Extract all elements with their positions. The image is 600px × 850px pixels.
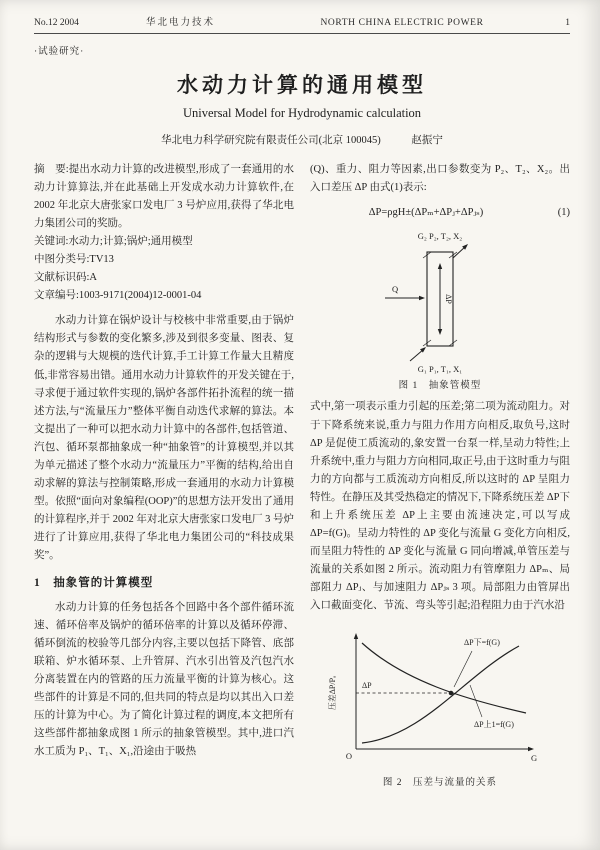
right-paragraph-1: (Q)、重力、阻力等因素,出口参数变为 P₂、T₂、X₂。出入口差压 ΔP 由式(1)表示: xyxy=(310,164,570,194)
affiliation: 华北电力科学研究院有限责任公司(北京 100045) xyxy=(161,135,381,146)
page-number: 1 xyxy=(565,18,570,28)
byline xyxy=(34,132,570,147)
journal-title-en: NORTH CHINA ELECTRIC POWER xyxy=(320,18,484,28)
equation-1 xyxy=(310,204,570,222)
column-mark: ·试验研究· xyxy=(34,47,85,57)
equation-formula: ΔP=ρgH±(ΔPₘ+ΔPⱼ+ΔPⱼₛ) xyxy=(368,207,484,219)
figure1-q-label: Q xyxy=(392,284,399,295)
figure2-caption: 图 2 压差与流量的关系 xyxy=(382,778,498,789)
y-axis-arrow-icon xyxy=(354,633,358,639)
intersection-point xyxy=(449,691,454,696)
dp-arrow-up-icon xyxy=(438,263,442,269)
curve-up-label: ΔP上1=f(G) xyxy=(474,720,514,730)
y-axis-label: 压差ΔP/Pₐ xyxy=(328,675,337,711)
figure1-bottom-label: G₁ P₁, T₁, X₁ xyxy=(417,364,463,375)
header-rule xyxy=(34,33,570,34)
right-paragraph-2: 式中,第一项表示重力引起的压差;第二项为流动阻力。对于下降系统来说,重力与阻力作用方向相反,取负号,这时 ΔP 是促使工质流动的,象安置一台泵一样,呈动力特性;上升系统中,重力与阻力方向相同,取正号,由于这时重力与阻力的方向都与工质流动方向相反,所以这时的 ΔP 呈阻力特性。在静压及其受热稳定的情况下,下降系统压差 ΔP下和上升系统压差 ΔP上主要由流速决定,可以写成 ΔP=f(G)。呈动力特性的 ΔP 变化与流量 G 变化方向相反,而呈阻力特性的 ΔP 变化与流量 G 同向增减,单管压差与流量的关系如图 2 所示。流动阻力有管摩阻力 ΔPₘ、局部阻力 ΔPⱼ、与加速阻力 ΔPⱼₛ 3 项。局部阻力由管屏出入口截面变化、节流、弯头等引起;沿程阻力由于汽水沿 xyxy=(310,401,570,611)
author-name: 赵振宁 xyxy=(411,135,443,146)
pressure-flow-chart xyxy=(324,621,556,773)
right-column xyxy=(310,161,570,795)
figure1 xyxy=(310,228,570,394)
figure1-dp-label: ΔP xyxy=(444,294,453,304)
journal-header xyxy=(34,14,570,28)
article-id: 文章编号:1003-9171(2004)12-0001-04 xyxy=(34,290,202,302)
section1-paragraph: 水动力计算的任务包括各个回路中各个部件循环流速、循环倍率及锅炉的循环倍率的计算以及循环停滞、循环倒流的校验等几部分内容,主要以包括下降管、底部联箱、炉水循环泵、上升管屏、汽水引出管及汽包汽水分离装置在内的管路的压力流量平衡的计算为核心。这些部件的计算是不同的,但共同的特点是均以其出入口差压的计算为中心。为了简化计算过程的调度,本文把所有这些部件都抽象成图 1 所示的抽象管模型。其中,进口汽水工质为 P₁、T₁、X₁,沿途由于吸热 xyxy=(34,601,294,758)
journal-title-cn: 华北电力技术 xyxy=(146,18,216,28)
section1-heading: 1 抽象管的计算模型 xyxy=(34,577,154,590)
paper-title-en: Universal Model for Hydrodynamic calculation xyxy=(182,106,422,120)
q-arrow-icon xyxy=(419,296,425,300)
dp-arrow-down-icon xyxy=(438,329,442,335)
two-column-body xyxy=(34,161,570,795)
x-axis-label: G xyxy=(531,753,538,764)
origin-label: O xyxy=(345,751,352,762)
left-column xyxy=(34,161,294,795)
figure2 xyxy=(310,621,570,791)
figure1-caption: 图 1 抽象管模型 xyxy=(398,381,482,392)
dp-line-label: ΔP xyxy=(362,681,372,691)
clc-number: 中图分类号:TV13 xyxy=(34,254,114,266)
keywords: 关键词:水动力;计算;锅炉;通用模型 xyxy=(34,236,193,248)
document-code: 文献标识码:A xyxy=(34,272,97,284)
equation-number: (1) xyxy=(557,207,570,219)
figure1-top-label: G₂ P₂, T₂, X₂ xyxy=(417,231,463,242)
abstract-tube-diagram xyxy=(365,228,515,376)
intro-paragraph: 水动力计算在锅炉设计与校核中非常重要,由于锅炉结构形式与参数的变化繁多,涉及到很多变量、图表、复杂的逻辑与大规模的迭代计算,手工计算工作量大且精度低,非常容易出错。通用水动力计算软件的开发关键在于,寻求便于通过软件实现的,锅炉各部件拓扑流程的统一描述方法,与“流量压力”整体平衡自动迭代求解的算法。本文提出了一种可以把水动力计算中的各部件,包括管道、汽包、循环泵都抽象成一种“抽象管”的计算模型,并以其为单元描述了整个水动力“流量压力”平衡的结构,给出自动求解的算法与控制策略,形成一套通用的水动力计算模型。依照“面向对象编程(OOP)”的思想方法开发出了通用的计算程序,并于 2002 年对北京大唐张家口发电厂 3 号炉进行了计算应用,获得了华北电力集团公司的“科技成果奖”。 xyxy=(34,315,294,561)
x-axis-arrow-icon xyxy=(528,747,534,751)
curve-down-label: ΔP下=f(G) xyxy=(464,638,500,648)
abstract: 摘 要:提出水动力计算的改进模型,形成了一套通用的水动力计算算法,并在此基础上开发成水动力计算软件,在 2002 年北京大唐张家口发电厂 3 号炉应用,获得了华北电力集团公司的奖励。 xyxy=(34,164,294,230)
paper-title-cn: 水动力计算的通用模型 xyxy=(177,73,427,97)
issue-number: No.12 2004 xyxy=(34,18,79,28)
